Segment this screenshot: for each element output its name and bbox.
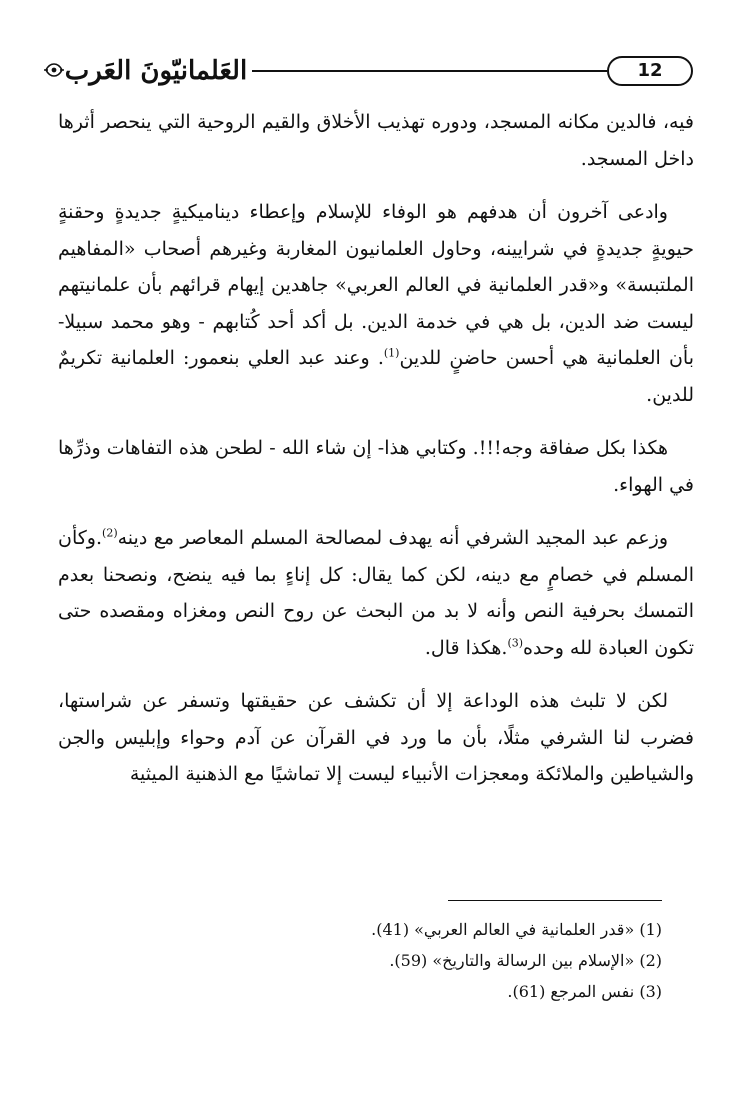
paragraph <box>58 520 694 666</box>
paragraph-text: وادعى آخرون أن هدفهم هو الوفاء للإسلام وإعطاء ديناميكيةٍ جديدةٍ وحقنةٍ حيويةٍ جديدةٍ في شرايينه، وحاول العلمانيون المغاربة وغيرهم أصحاب «المفاهيم الملتبسة» و«قدر العلمانية في العالم العربي» جاهدين إيهام قرائهم بأن علمانيتهم ليست ضد الدين، بل هي في خدمة الدين. بل أكد أحد كُتابهم - وهو محمد سبيلا- بأن العلمانية هي أحسن حاضنٍ للدين <box>58 201 694 369</box>
paragraph-text: هكذا بكل صفاقة وجه!!!. وكتابي هذا- إن شاء الله - لطحن هذه التفاهات وذرِّها في الهواء. <box>58 437 694 496</box>
footnote: (3) نفس المرجع (61). <box>507 982 662 1001</box>
main-text <box>58 104 694 810</box>
paragraph <box>58 683 694 793</box>
header-rule <box>252 70 607 72</box>
paragraph <box>58 104 694 177</box>
paragraph-text: .هكذا قال. <box>424 636 508 659</box>
footnote-separator <box>448 900 662 901</box>
floral-ornament-icon <box>42 58 66 82</box>
paragraph-text: . وعند عبد العلي بنعمور: العلمانية تكريمٌ للدين. <box>58 347 694 406</box>
paragraph <box>58 194 694 413</box>
book-title: العَلمانيّونَ العَرب <box>64 56 248 86</box>
paragraph-text: لكن لا تلبث هذه الوداعة إلا أن تكشف عن حقيقتها وتسفر عن شراستها، فضرب لنا الشرفي مثلًا، بأن ما ورد في القرآن عن آدم وحواء وإبليس والجن والشياطين والملائكة ومعجزات الأنبياء ليست إلا تماشيًا مع الذهنية الميثية <box>58 690 694 785</box>
paragraph <box>58 430 694 503</box>
page-number: 12 <box>607 56 693 86</box>
footnotes <box>200 914 662 1007</box>
paragraph-text: .وكأن المسلم في خصامٍ مع دينه، لكن كما يقال: كل إناءٍ بما فيه ينضح، ونصحنا بعدم التمسك بحرفية النص وأنه لا بد من البحث عن روح النص ومغزاه ومقصده حتى تكون العبادة لله وحده <box>58 527 694 659</box>
footnote: (1) «قدر العلمانية في العالم العربي» (41). <box>371 920 662 939</box>
footnote-marker[interactable]: (1) <box>383 346 400 360</box>
footnote-marker[interactable]: (3) <box>507 636 524 650</box>
footnote-marker[interactable]: (2) <box>102 526 118 540</box>
running-header <box>42 48 714 98</box>
paragraph-text: فيه، فالدين مكانه المسجد، ودوره تهذيب الأخلاق والقيم الروحية التي ينحصر أثرها داخل المسجد. <box>58 111 694 170</box>
footnote: (2) «الإسلام بين الرسالة والتاريخ» (59). <box>389 951 662 970</box>
paragraph-text: وزعم عبد المجيد الشرفي أنه يهدف لمصالحة المسلم المعاصر مع دينه <box>117 527 668 549</box>
